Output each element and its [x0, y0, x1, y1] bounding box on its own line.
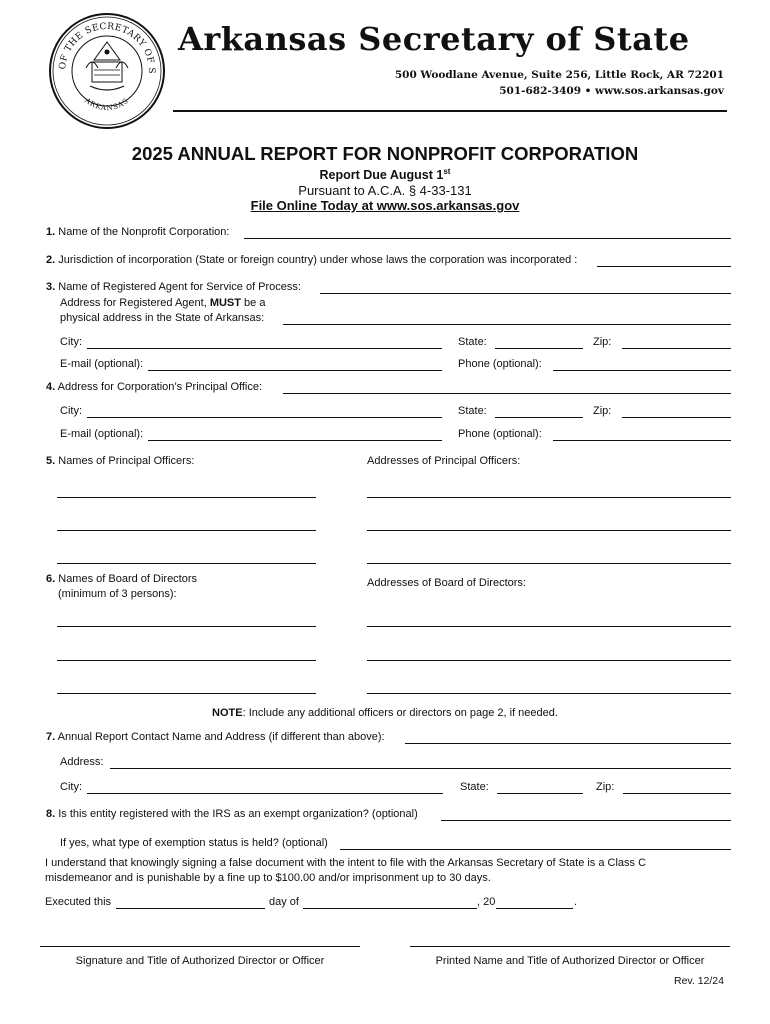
contact-state-label: State: [460, 781, 489, 793]
svg-text:SEAL OF THE SECRETARY OF STATE [48, 12, 156, 74]
office-email-field[interactable] [148, 440, 442, 441]
agent-phone-label: Phone (optional): [458, 358, 542, 370]
director-address-field-1[interactable] [367, 626, 731, 627]
jurisdiction-field[interactable] [597, 266, 731, 267]
q6-text: Names of Board of Directors [58, 573, 198, 585]
q2-number: 2. [46, 254, 56, 266]
agent-email-label: E-mail (optional): [60, 358, 144, 370]
day-of-label: day of [269, 896, 299, 908]
director-name-field-1[interactable] [57, 626, 316, 627]
agent-city-label: City: [60, 336, 82, 348]
q7-number: 7. [46, 731, 56, 743]
contact-zip-field[interactable] [623, 793, 731, 794]
q6-addresses-label: Addresses of Board of Directors: [367, 577, 526, 589]
q6-minimum-note: (minimum of 3 persons): [58, 588, 177, 600]
office-zip-field[interactable] [622, 417, 731, 418]
agent-zip-field[interactable] [622, 348, 731, 349]
seal-outer-text: OF THE SECRETARY OF S [57, 21, 157, 75]
printed-name-label: Printed Name and Title of Authorized Director or Officer [435, 955, 705, 967]
q2-text: Jurisdiction of incorporation (State or foreign country) under whose laws the corporation was incorporated : [58, 254, 578, 266]
contact-address-label: Address: [60, 756, 104, 768]
report-due [0, 167, 770, 182]
q1-text: Name of the Nonprofit Corporation: [58, 226, 230, 238]
report-due-text: Report Due August 1 [319, 168, 444, 183]
office-state-label: State: [458, 405, 487, 417]
q3-address-must: MUST [209, 297, 241, 309]
principal-office-address-field[interactable] [283, 393, 731, 394]
q3-address-label-2: physical address in the State of Arkansas: [60, 312, 265, 324]
report-due-suffix: st [443, 167, 451, 176]
contact-city-label: City: [60, 781, 82, 793]
note-label: NOTE [212, 707, 243, 719]
agency-address: 500 Woodlane Avenue, Suite 256, Little Rock, AR 72201 [394, 69, 724, 81]
q4-number: 4. [46, 381, 56, 393]
director-address-field-3[interactable] [367, 693, 731, 694]
officer-address-field-1[interactable] [367, 497, 731, 498]
contact-address-field[interactable] [110, 768, 731, 769]
office-zip-label: Zip: [593, 405, 612, 417]
q1-label [46, 226, 229, 238]
corporation-name-field[interactable] [244, 238, 731, 239]
officer-address-field-2[interactable] [367, 530, 731, 531]
q7-text: Annual Report Contact Name and Address (if different than above): [57, 731, 385, 743]
pursuant-statute: Pursuant to A.C.A. § 4-33-131 [298, 183, 472, 198]
attestation-line-2: misdemeanor and is punishable by a fine up to $100.00 and/or imprisonment up to 30 days. [45, 872, 491, 884]
office-phone-label: Phone (optional): [458, 428, 542, 440]
officer-name-field-2[interactable] [57, 530, 316, 531]
file-online-link[interactable]: File Online Today at www.sos.arkansas.gov [250, 198, 520, 213]
contact-city-field[interactable] [87, 793, 443, 794]
q8-label [46, 808, 418, 820]
q6-label [46, 573, 197, 585]
q5-label [46, 455, 194, 467]
attestation-line-1: I understand that knowingly signing a false document with the intent to file with the Arkansas Secretary of State is a Class C [45, 857, 647, 869]
q4-text: Address for Corporation’s Principal Office: [57, 381, 263, 393]
q3-number: 3. [46, 281, 56, 293]
q3-address-label [60, 297, 265, 309]
q2-label [46, 254, 577, 266]
executed-this-label: Executed this [45, 896, 112, 908]
agent-state-label: State: [458, 336, 487, 348]
officer-address-field-3[interactable] [367, 563, 731, 564]
q3-label [46, 281, 301, 293]
q5-addresses-label: Addresses of Principal Officers: [367, 455, 521, 467]
office-city-label: City: [60, 405, 82, 417]
office-city-field[interactable] [87, 417, 442, 418]
header-rule [173, 110, 727, 112]
q3-address-text-b: be a [244, 297, 266, 309]
agent-email-field[interactable] [148, 370, 442, 371]
officer-name-field-1[interactable] [57, 497, 316, 498]
note [0, 707, 770, 719]
q8-exemption-label: If yes, what type of exemption status is held? (optional) [60, 837, 328, 849]
executed-day-field[interactable] [116, 908, 265, 909]
agent-phone-field[interactable] [553, 370, 731, 371]
registered-agent-address-field[interactable] [283, 324, 731, 325]
state-seal [48, 12, 166, 130]
executed-month-field[interactable] [303, 908, 477, 909]
director-address-field-2[interactable] [367, 660, 731, 661]
q8-number: 8. [46, 808, 56, 820]
office-phone-field[interactable] [553, 440, 731, 441]
executed-year-field[interactable] [496, 908, 573, 909]
q5-text: Names of Principal Officers: [58, 455, 195, 467]
irs-exempt-field[interactable] [441, 820, 731, 821]
agency-name: Arkansas Secretary of State [178, 20, 690, 58]
q3-address-text-a: Address for Registered Agent, [60, 297, 207, 309]
q7-label [46, 731, 385, 743]
executed-period: . [574, 896, 578, 908]
agent-zip-label: Zip: [593, 336, 612, 348]
director-name-field-3[interactable] [57, 693, 316, 694]
svg-text:ARKANSAS [83, 96, 131, 112]
officer-name-field-3[interactable] [57, 563, 316, 564]
revision-label: Rev. 12/24 [673, 975, 724, 987]
signature-field[interactable] [40, 946, 360, 947]
q3-text: Name of Registered Agent for Service of Process: [58, 281, 301, 293]
q5-number: 5. [46, 455, 56, 467]
signature-label: Signature and Title of Authorized Director or Officer [75, 955, 325, 967]
agency-contact: 501-682-3409 • www.sos.arkansas.gov [499, 85, 724, 97]
printed-name-field[interactable] [410, 946, 730, 947]
q8-text: Is this entity registered with the IRS as an exempt organization? (optional) [58, 808, 418, 820]
contact-state-field[interactable] [497, 793, 583, 794]
form-title: 2025 ANNUAL REPORT FOR NONPROFIT CORPORATION [131, 143, 639, 164]
agent-state-field[interactable] [495, 348, 583, 349]
exemption-status-field[interactable] [340, 849, 731, 850]
q4-label [46, 381, 262, 393]
note-text: : Include any additional officers or directors on page 2, if needed. [242, 707, 558, 719]
year-prefix-label: , 20 [477, 896, 496, 908]
office-state-field[interactable] [495, 417, 583, 418]
q1-number: 1. [46, 226, 56, 238]
contact-name-field[interactable] [405, 743, 731, 744]
director-name-field-2[interactable] [57, 660, 316, 661]
agent-city-field[interactable] [87, 348, 442, 349]
office-email-label: E-mail (optional): [60, 428, 144, 440]
registered-agent-name-field[interactable] [320, 293, 731, 294]
q6-number: 6. [46, 573, 56, 585]
contact-zip-label: Zip: [596, 781, 615, 793]
seal-bottom-text: ARKANSAS [83, 96, 131, 113]
